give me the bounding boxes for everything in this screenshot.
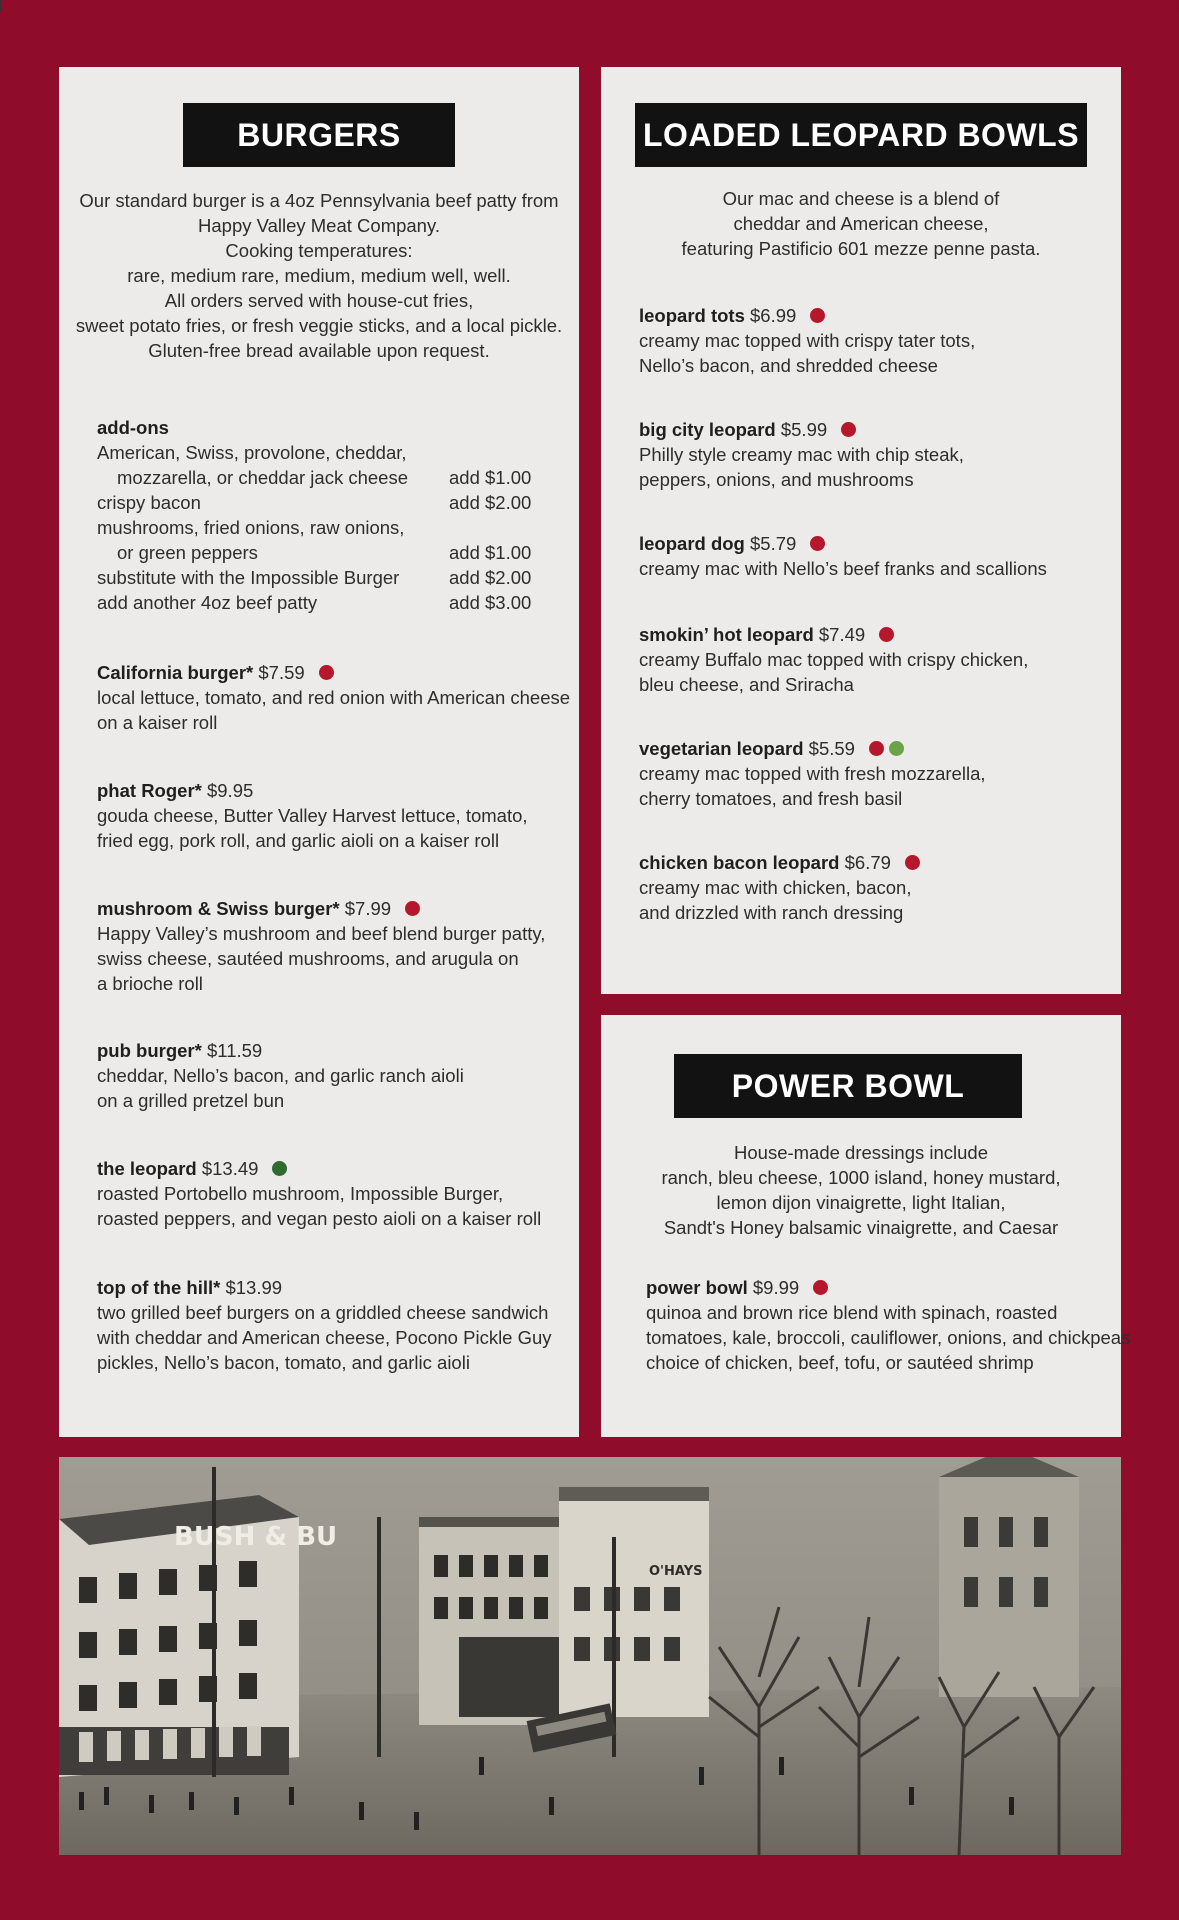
menu-item-smokin-hot-leopard: smokin’ hot leopard $7.49 creamy Buffalo mac topped with crispy chicken, bleu cheese, and Sriracha <box>639 624 1029 695</box>
historic-street-photo <box>59 1457 1121 1855</box>
crop-mark-top-left <box>0 0 1 12</box>
meat-indicator-icon <box>879 627 894 642</box>
addon-veg-line: mushrooms, fried onions, raw onions, <box>97 517 405 538</box>
vegetarian-indicator-icon <box>889 741 904 756</box>
bowls-heading: LOADED LEOPARD BOWLS <box>635 103 1087 167</box>
vegan-indicator-icon <box>272 1161 287 1176</box>
menu-item-the-leopard: the leopard $13.49 roasted Portobello mushroom, Impossible Burger, roasted peppers, and vegan pesto aioli on a kaiser roll <box>97 1158 542 1229</box>
addon-patty-row: add another 4oz beef patty add $3.00 <box>97 592 532 613</box>
addon-veg-row: or green peppers add $1.00 <box>117 542 532 563</box>
menu-item-phat-roger: phat Roger* $9.95 gouda cheese, Butter Valley Harvest lettuce, tomato, fried egg, pork roll, and garlic aioli on a kaiser roll <box>97 780 528 851</box>
menu-item-pub-burger: pub burger* $11.59 cheddar, Nello’s bacon, and garlic ranch aioli on a grilled pretzel bun <box>97 1040 464 1111</box>
meat-indicator-icon <box>405 901 420 916</box>
menu-item-vegetarian-leopard: vegetarian leopard $5.59 creamy mac topped with fresh mozzarella, cherry tomatoes, and fresh basil <box>639 738 986 809</box>
photo-sign-left: BUSH & BU <box>174 1522 338 1552</box>
menu-item-leopard-tots: leopard tots $6.99 creamy mac topped with crispy tater tots, Nello’s bacon, and shredded cheese <box>639 305 976 376</box>
menu-item-leopard-dog: leopard dog $5.79 creamy mac with Nello’s beef franks and scallions <box>639 533 1047 579</box>
burgers-heading: BURGERS <box>183 103 455 167</box>
menu-item-california-burger: California burger* $7.59 local lettuce, tomato, and red onion with American cheese on a kaiser roll <box>97 662 571 733</box>
meat-indicator-icon <box>813 1280 828 1295</box>
addon-cheese-line: American, Swiss, provolone, cheddar, <box>97 442 407 463</box>
meat-indicator-icon <box>319 665 334 680</box>
meat-indicator-icon <box>841 422 856 437</box>
red-indicator-icon <box>869 741 884 756</box>
power-bowl-panel <box>601 1015 1131 1437</box>
meat-indicator-icon <box>810 536 825 551</box>
burgers-panel <box>59 67 579 1437</box>
menu-item-top-of-the-hill: top of the hill* $13.99 two grilled beef burgers on a griddled cheese sandwich with cheddar and American cheese, Pocono Pickle Guy pickles, Nello’s bacon, tomato, and garlic aioli <box>97 1277 552 1373</box>
addon-bacon-row: crispy bacon add $2.00 <box>97 492 532 513</box>
addons-section <box>97 415 557 615</box>
menu-item-mushroom-swiss-burger: mushroom & Swiss burger* $7.99 Happy Valley’s mushroom and beef blend burger patty, swiss cheese, sautéed mushrooms, and arugula on a brioche roll <box>97 898 546 994</box>
power-bowl-heading: POWER BOWL <box>674 1054 1022 1118</box>
photo-sign-right: O'HAYS <box>649 1564 703 1579</box>
historic-photo-illustration <box>59 1457 1121 1855</box>
menu-item-big-city-leopard: big city leopard $5.99 Philly style creamy mac with chip steak, peppers, onions, and mushrooms <box>639 419 964 490</box>
bowls-intro: Our mac and cheese is a blend of cheddar and American cheese, featuring Pastificio 601 mezze penne pasta. <box>681 188 1041 259</box>
meat-indicator-icon <box>905 855 920 870</box>
power-bowl-intro: House-made dressings include ranch, bleu cheese, 1000 island, honey mustard, lemon dijon vinaigrette, light Italian, Sandt's Honey balsamic vinaigrette, and Caesar <box>661 1142 1061 1238</box>
crop-mark-top-right <box>1177 0 1178 12</box>
addons-title: add-ons <box>97 417 169 438</box>
menu-item-power-bowl: power bowl $9.99 quinoa and brown rice blend with spinach, roasted tomatoes, kale, broccoli, cauliflower, onions, and chickpeas choice of chicken, beef, tofu, or sautéed shrimp <box>646 1277 1131 1373</box>
burgers-intro: Our standard burger is a 4oz Pennsylvania beef patty from Happy Valley Meat Company. Cooking temperatures: rare, medium rare, medium, medium well, well. All orders served with house-cut fries, sweet potato fries, or fresh veggie sticks, and a local pickle. Gluten-free bread available upon request. <box>75 190 563 361</box>
meat-indicator-icon <box>810 308 825 323</box>
addon-impossible-row: substitute with the Impossible Burger add $2.00 <box>97 567 532 588</box>
menu-item-chicken-bacon-leopard: chicken bacon leopard $6.79 creamy mac with chicken, bacon, and drizzled with ranch dressing <box>639 850 920 925</box>
leopard-bowls-panel <box>601 67 1121 994</box>
addon-cheese-row: mozzarella, or cheddar jack cheese add $1.00 <box>117 467 532 488</box>
